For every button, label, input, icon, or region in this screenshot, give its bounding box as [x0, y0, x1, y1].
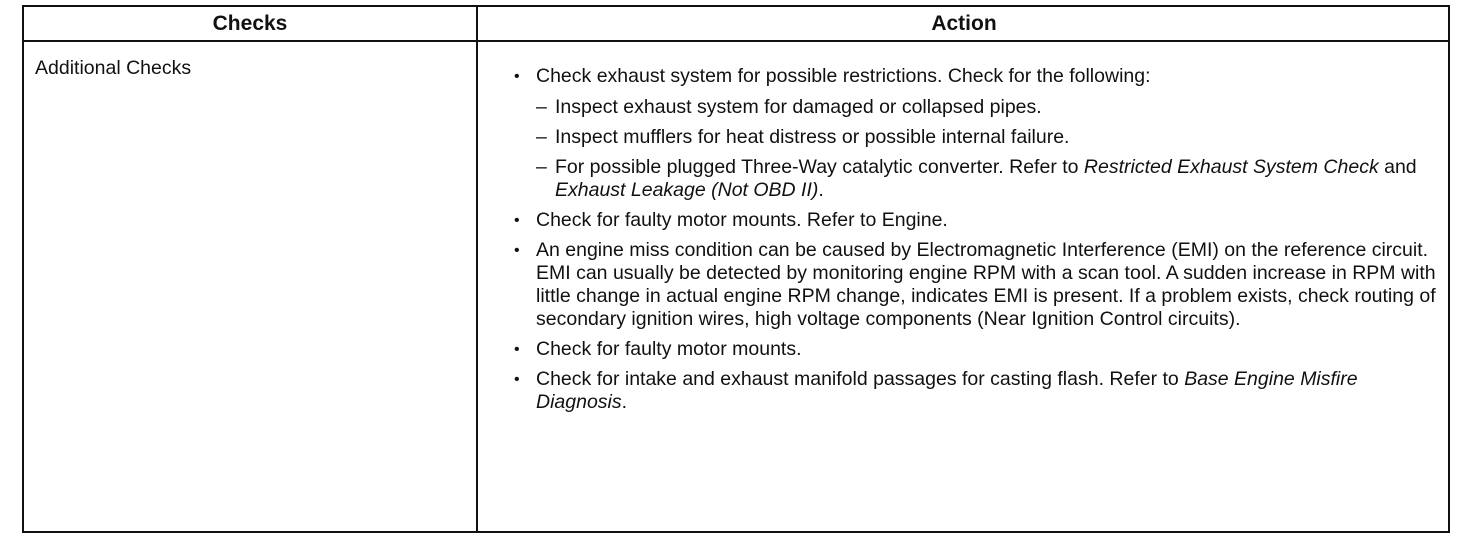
sub-item-text: .	[818, 179, 824, 201]
action-item	[510, 65, 1440, 202]
action-item	[510, 368, 1440, 414]
sub-item	[536, 126, 1440, 149]
sub-list	[536, 96, 1440, 202]
sub-item-text: Inspect mufflers for heat distress or possible internal failure.	[555, 126, 1070, 148]
sub-item	[536, 156, 1440, 202]
reference-link: Restricted Exhaust System Check	[1083, 156, 1379, 178]
column-divider	[476, 7, 478, 531]
action-item	[510, 209, 1440, 232]
sub-item-text: For possible plugged Three-Way catalytic converter. Refer to	[555, 156, 1084, 178]
header-action: Action	[931, 12, 997, 35]
action-text: Check for faulty motor mounts.	[536, 338, 802, 360]
bullet-icon: •	[514, 242, 520, 259]
action-text: Check for faulty motor mounts. Refer to Engine.	[536, 209, 948, 231]
action-text: An engine miss condition can be caused by Electromagnetic Interference (EMI) on the reference circuit. EMI can usually be detected by monitoring engine RPM with a scan tool. A sudden increase in RPM with little change in actual engine RPM change, indicates EMI is present. If a problem exists, check routing of secondary ignition wires, high voltage components (Near Ignition Control circuits).	[536, 239, 1436, 330]
action-item	[510, 239, 1440, 331]
sub-item-text: and	[1378, 156, 1417, 178]
bullet-icon: •	[514, 212, 520, 229]
bullet-icon: •	[514, 68, 520, 85]
sub-item-text: Inspect exhaust system for damaged or collapsed pipes.	[555, 96, 1042, 118]
diagnostic-table	[22, 5, 1450, 533]
sub-item	[536, 96, 1440, 119]
dash-icon: –	[536, 126, 547, 148]
header-checks: Checks	[212, 12, 288, 35]
bullet-icon: •	[514, 371, 520, 388]
dash-icon: –	[536, 156, 547, 178]
checks-cell: Additional Checks	[35, 57, 192, 79]
action-item	[510, 338, 1440, 361]
action-text: .	[621, 391, 628, 413]
action-text: Check for intake and exhaust manifold passages for casting flash. Refer to	[536, 368, 1185, 390]
action-text: Check exhaust system for possible restrictions. Check for the following:	[536, 65, 1151, 87]
reference-link: Base Engine Misfire Diagnosis	[536, 368, 1358, 413]
table-header-row	[24, 7, 1448, 42]
action-cell	[510, 65, 1440, 421]
reference-link: Exhaust Leakage (Not OBD II)	[555, 179, 819, 201]
bullet-icon: •	[514, 341, 520, 358]
dash-icon: –	[536, 96, 547, 118]
